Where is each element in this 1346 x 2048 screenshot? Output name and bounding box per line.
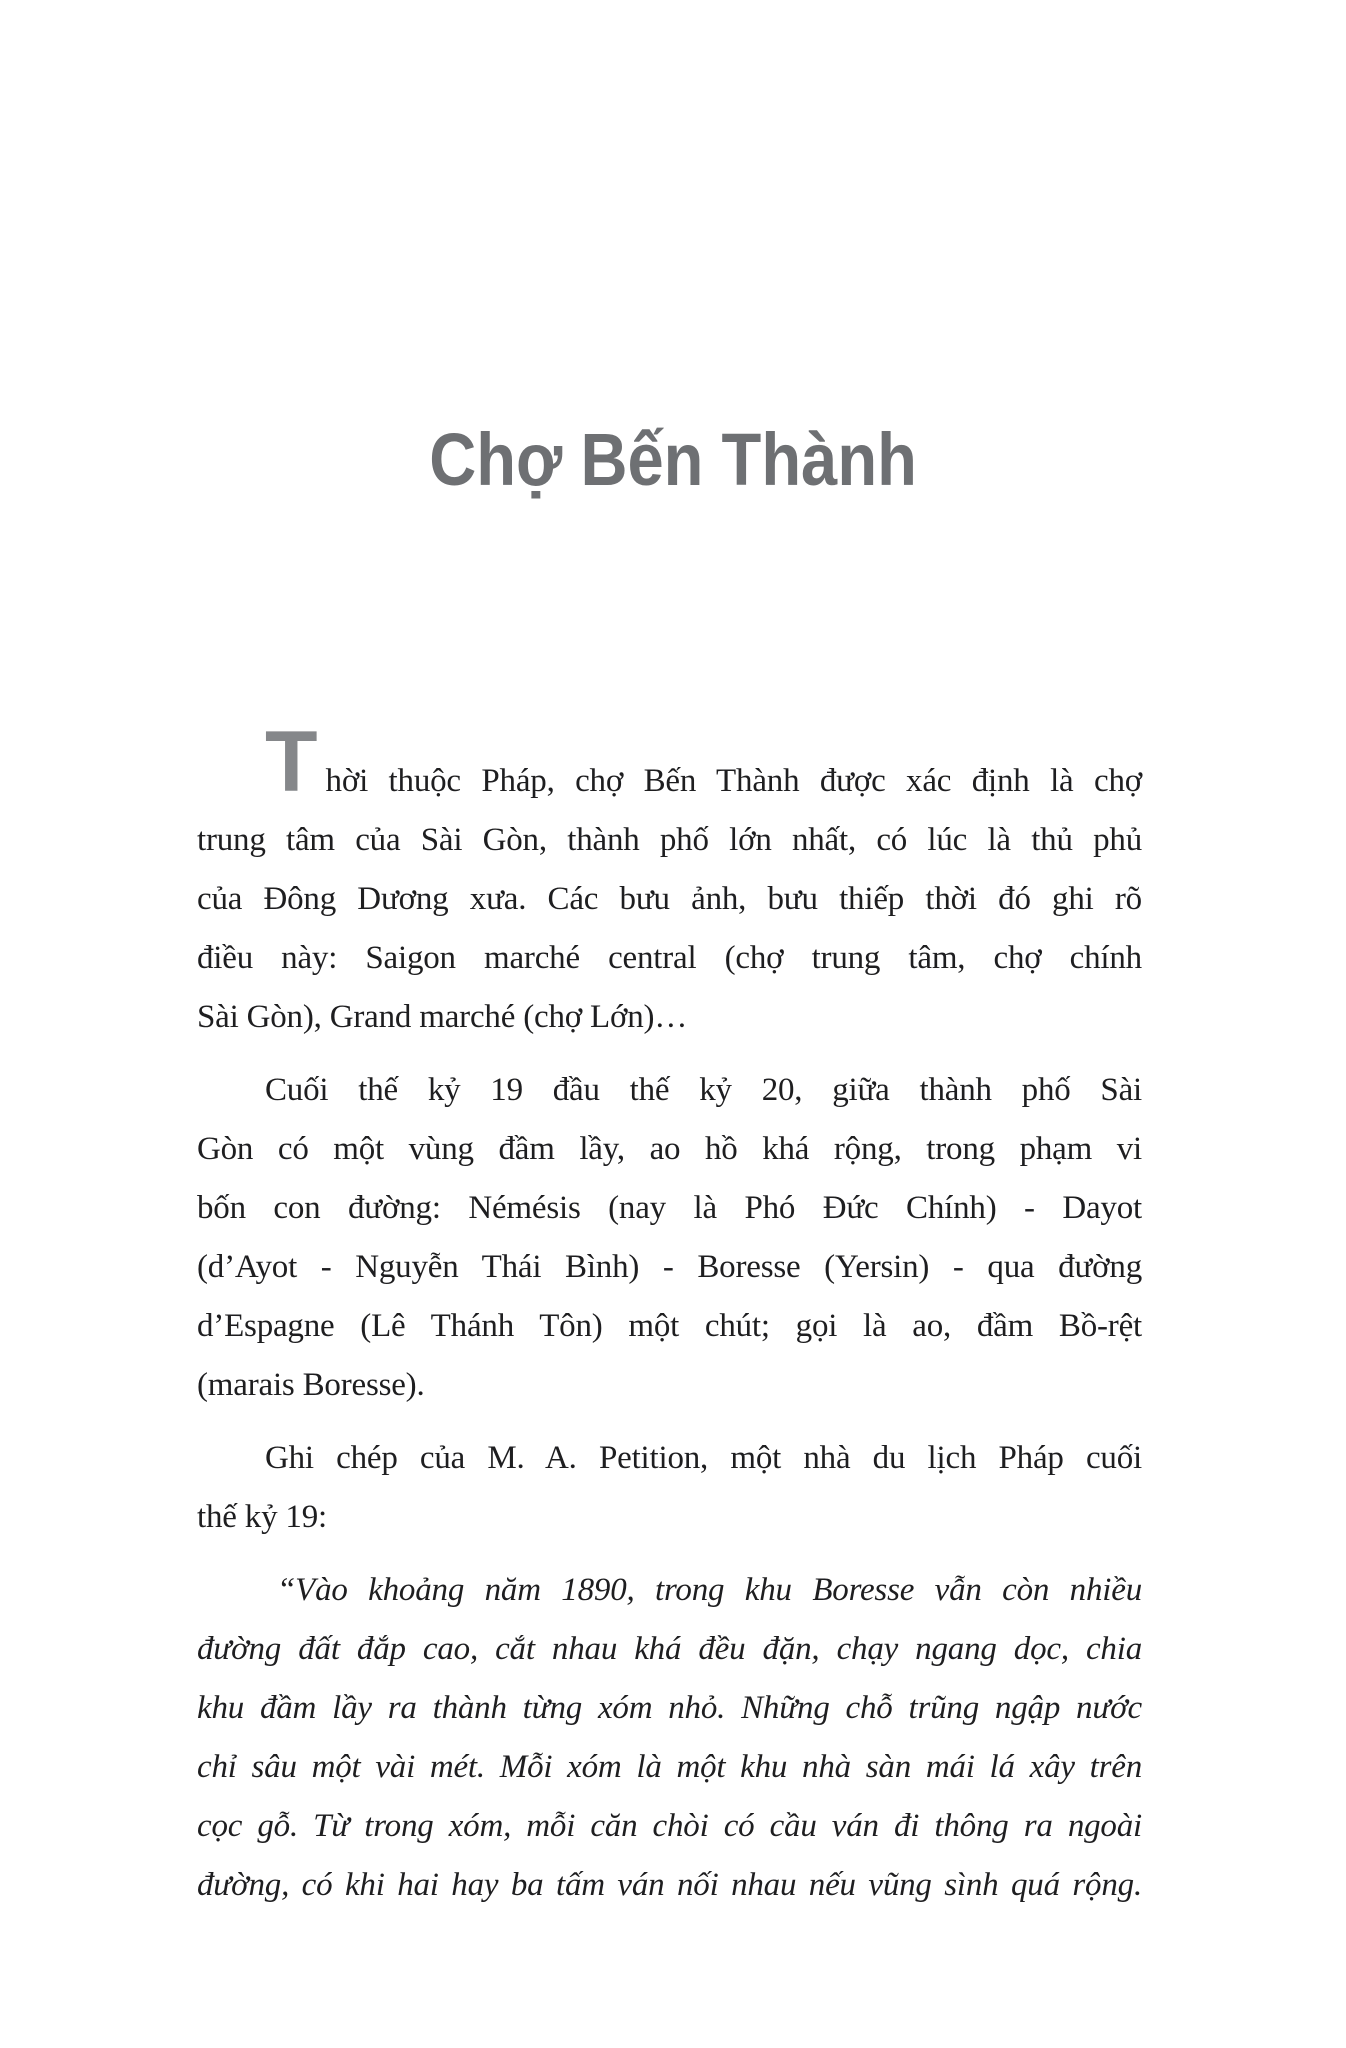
text-line: d’Espagne (Lê Thánh Tôn) một chút; gọi là ao, đầm Bồ-rệt [197, 1308, 1142, 1344]
text-line: đường đất đắp cao, cắt nhau khá đều đặn, chạy ngang dọc, chia [197, 1631, 1142, 1667]
text-line: “Vào khoảng năm 1890, trong khu Boresse vẫn còn nhiều [277, 1572, 1142, 1608]
raised-cap-letter: T [265, 714, 318, 810]
text-line: (d’Ayot - Nguyễn Thái Bình) - Boresse (Yersin) - qua đường [197, 1249, 1142, 1285]
quote-paragraph [197, 1561, 1142, 1915]
text-line: Cuối thế kỷ 19 đầu thế kỷ 20, giữa thành phố Sài [265, 1072, 1142, 1108]
chapter-title-container [0, 418, 1346, 501]
text-line: cọc gỗ. Từ trong xóm, mỗi căn chòi có cầu ván đi thông ra ngoài [197, 1808, 1142, 1844]
text-line: thế kỷ 19: [197, 1499, 327, 1535]
text-line: khu đầm lầy ra thành từng xóm nhỏ. Những chỗ trũng ngập nước [197, 1690, 1142, 1726]
text-line: bốn con đường: Némésis (nay là Phó Đức Chính) - Dayot [197, 1190, 1142, 1226]
text-line: điều này: Saigon marché central (chợ trung tâm, chợ chính [197, 940, 1142, 976]
paragraph-opening [197, 714, 1142, 1047]
text-line: chỉ sâu một vài mét. Mỗi xóm là một khu nhà sàn mái lá xây trên [197, 1749, 1142, 1785]
chapter-title: Chợ Bến Thành [429, 418, 917, 501]
body-text-block [197, 714, 1142, 1929]
text-line: Sài Gòn), Grand marché (chợ Lớn)… [197, 999, 688, 1035]
text-line [197, 714, 1142, 811]
text-line: Gòn có một vùng đầm lầy, ao hồ khá rộng, trong phạm vi [197, 1131, 1142, 1167]
text-line: Ghi chép của M. A. Petition, một nhà du lịch Pháp cuối [265, 1440, 1142, 1476]
text-line: đường, có khi hai hay ba tấm ván nối nhau nếu vũng sình quá rộng. [197, 1867, 1142, 1903]
paragraph [197, 1061, 1142, 1415]
text-line-content: hời thuộc Pháp, chợ Bến Thành được xác định là chợ [325, 763, 1142, 799]
text-line: trung tâm của Sài Gòn, thành phố lớn nhất, có lúc là thủ phủ [197, 822, 1142, 858]
text-line: của Đông Dương xưa. Các bưu ảnh, bưu thiếp thời đó ghi rõ [197, 881, 1142, 917]
paragraph [197, 1429, 1142, 1547]
text-line: (marais Boresse). [197, 1367, 425, 1403]
